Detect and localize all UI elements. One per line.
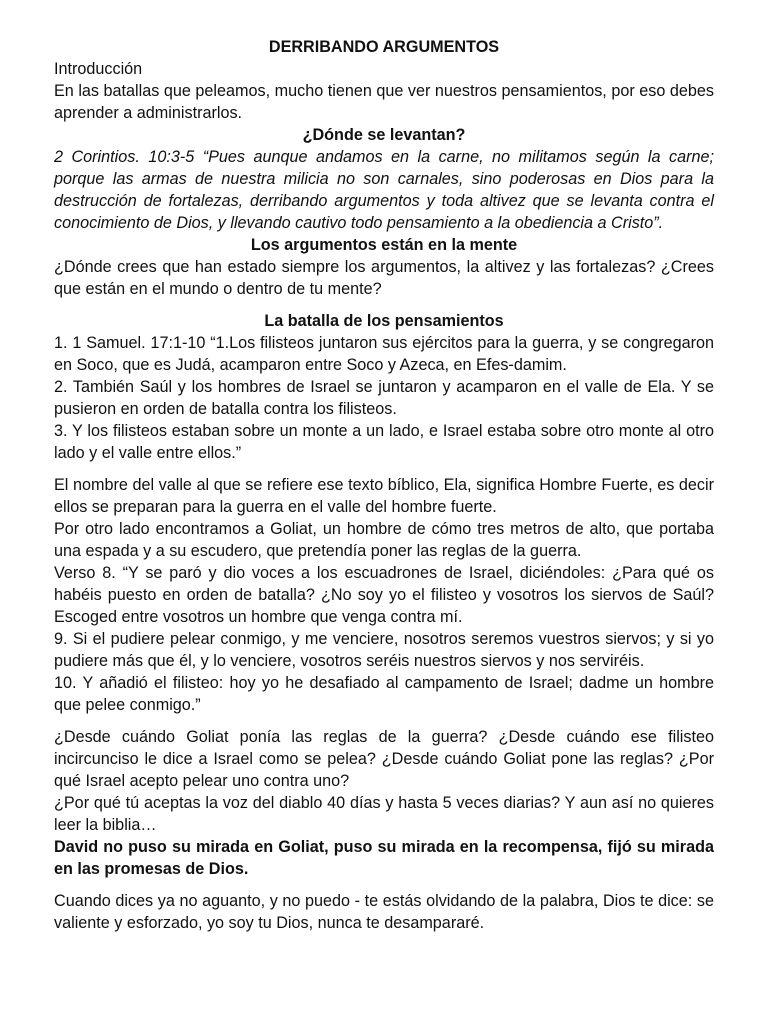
question-paragraph: ¿Desde cuándo Goliat ponía las reglas de la guerra? ¿Desde cuándo ese filisteo incircunciso le dice a Israel como se pelea? ¿Desde cuándo Goliat pone las reglas? ¿Por qué Israel acepto pelear uno contra uno? [54, 728, 714, 790]
section-heading-donde: ¿Dónde se levantan? [302, 126, 466, 144]
verse-paragraph: 3. Y los filisteos estaban sobre un monte a un lado, e Israel estaba sobre otro monte al otro lado y el valle entre ellos.” [54, 422, 714, 462]
intro-paragraph: En las batallas que peleamos, mucho tienen que ver nuestros pensamientos, por eso debes aprender a administrarlos. [54, 82, 714, 122]
argumentos-paragraph: ¿Dónde crees que han estado siempre los argumentos, la altivez y las fortalezas? ¿Crees que están en el mundo o dentro de tu mente? [54, 258, 714, 298]
body-paragraph: 9. Si el pudiere pelear conmigo, y me venciere, nosotros seremos vuestros siervos; y si yo pudiere más que él, y lo venciere, vosotros seréis nuestros siervos y nos serviréis. [54, 630, 714, 670]
verse-paragraph: 1. 1 Samuel. 17:1-10 “1.Los filisteos juntaron sus ejércitos para la guerra, y se congregaron en Soco, que es Judá, acamparon entre Soco y Azeca, en Efes-damim. [54, 334, 714, 374]
question-paragraph: ¿Por qué tú aceptas la voz del diablo 40 días y hasta 5 veces diarias? Y aun así no quieres leer la biblia… [54, 794, 714, 834]
document-title: DERRIBANDO ARGUMENTOS [268, 38, 500, 56]
body-paragraph: El nombre del valle al que se refiere ese texto bíblico, Ela, significa Hombre Fuerte, es decir ellos se preparan para la guerra en el valle del hombre fuerte. [54, 476, 714, 516]
body-paragraph: 10. Y añadió el filisteo: hoy yo he desafiado al campamento de Israel; dadme un hombre que pelee conmigo.” [54, 674, 714, 714]
closing-paragraph: Cuando dices ya no aguanto, y no puedo - te estás olvidando de la palabra, Dios te dice: se valiente y esforzado, yo soy tu Dios, nunca te desampararé. [54, 892, 714, 932]
body-paragraph: Por otro lado encontramos a Goliat, un hombre de cómo tres metros de alto, que portaba una espada y a su escudero, que pretendía poner las reglas de la guerra. [54, 520, 714, 560]
bold-statement: David no puso su mirada en Goliat, puso su mirada en la recompensa, fijó su mirada en las promesas de Dios. [54, 838, 714, 878]
scripture-quote: 2 Corintios. 10:3-5 “Pues aunque andamos en la carne, no militamos según la carne; porque las armas de nuestra milicia no son carnales, sino poderosas en Dios para la destrucción de fortalezas, derribando argumentos y toda altivez que se levanta contra el conocimiento de Dios, y llevando cautivo todo pensamiento a la obediencia a Cristo”. [54, 148, 714, 232]
verse-paragraph: 2. También Saúl y los hombres de Israel se juntaron y acamparon en el valle de Ela. Y se pusieron en orden de batalla contra los filisteos. [54, 378, 714, 418]
intro-heading: Introducción [54, 60, 143, 78]
body-paragraph: Verso 8. “Y se paró y dio voces a los escuadrones de Israel, diciéndoles: ¿Para qué os habéis puesto en orden de batalla? ¿No soy yo el filisteo y vosotros los siervos de Saúl? Escoged entre vosotros un hombre que venga contra mí. [54, 564, 714, 626]
section-heading-batalla: La batalla de los pensamientos [264, 312, 504, 330]
section-heading-argumentos: Los argumentos están en la mente [250, 236, 518, 254]
